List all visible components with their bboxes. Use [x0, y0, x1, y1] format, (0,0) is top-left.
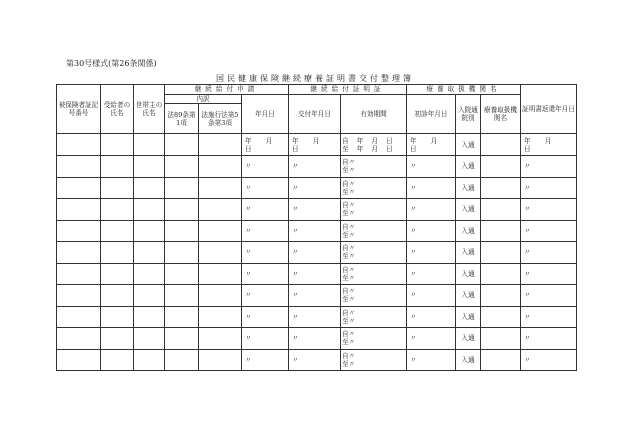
ditto-application-date: 〃: [242, 349, 289, 371]
empty-cell: [165, 220, 199, 242]
ditto-return-date: 〃: [521, 220, 577, 242]
register-title: 国民健康保険継続療養証明書交付整理簿: [216, 74, 414, 83]
empty-cell: [481, 263, 521, 285]
ditto-first-visit: 〃: [407, 177, 456, 199]
ditto-period-from: 自〃: [342, 222, 356, 231]
empty-cell: [199, 263, 242, 285]
empty-cell: [199, 306, 242, 328]
valid-period-cell: [341, 220, 407, 242]
ditto-application-date: 〃: [242, 220, 289, 242]
ditto-return-date: 〃: [521, 199, 577, 221]
ditto-period-from: 自〃: [342, 351, 356, 360]
valid-period-cell: [341, 263, 407, 285]
header-certificate-return: 証明書返還年月日: [521, 85, 577, 134]
ditto-first-visit: 〃: [407, 285, 456, 307]
header-recipient-name: 受給者の氏名: [101, 85, 134, 134]
register-table: [56, 84, 577, 371]
ditto-period-to: 至〃: [342, 252, 356, 261]
valid-period-cell: [341, 199, 407, 221]
unit-issue-date: 年 月 日: [289, 134, 341, 156]
ditto-period-from: 自〃: [342, 330, 356, 339]
empty-cell: [199, 220, 242, 242]
empty-cell: [101, 199, 134, 221]
valid-period-cell: [341, 285, 407, 307]
admission-cell: 入通: [456, 328, 481, 350]
ditto-return-date: 〃: [521, 263, 577, 285]
empty-cell: [199, 242, 242, 264]
valid-period-cell: [341, 156, 407, 178]
ditto-application-date: 〃: [242, 177, 289, 199]
empty-cell: [165, 349, 199, 371]
empty-cell: [134, 177, 165, 199]
ditto-period-from: 自〃: [342, 308, 356, 317]
ditto-return-date: 〃: [521, 328, 577, 350]
header-valid-period: 有効期間: [341, 95, 407, 134]
empty-cell: [57, 220, 101, 242]
empty-cell: [481, 220, 521, 242]
unit-return-date: 年 月 日: [521, 134, 577, 156]
admission-cell: 入通: [456, 220, 481, 242]
empty-cell: [57, 349, 101, 371]
table-row: [57, 134, 577, 156]
empty-cell: [481, 328, 521, 350]
unit-valid-period: [341, 134, 407, 156]
ditto-period-to: 至〃: [342, 338, 356, 347]
ditto-period-from: 自〃: [342, 287, 356, 296]
empty-cell: [101, 156, 134, 178]
valid-period-cell: [341, 177, 407, 199]
ditto-issue-date: 〃: [289, 242, 341, 264]
table-row: [57, 199, 577, 221]
valid-period-cell: [341, 306, 407, 328]
ditto-first-visit: 〃: [407, 199, 456, 221]
table-row: [57, 156, 577, 178]
ditto-period-to: 至〃: [342, 166, 356, 175]
table-row: [57, 263, 577, 285]
ditto-period-to: 至〃: [342, 187, 356, 196]
header-breakdown: 内訳: [165, 95, 242, 104]
empty-cell: [101, 306, 134, 328]
empty-cell: [199, 156, 242, 178]
empty-cell: [199, 328, 242, 350]
empty-cell: [481, 306, 521, 328]
empty-cell: [481, 349, 521, 371]
admission-cell: 入通: [456, 242, 481, 264]
ditto-application-date: 〃: [242, 156, 289, 178]
empty-cell: [165, 285, 199, 307]
empty-cell: [199, 177, 242, 199]
ditto-issue-date: 〃: [289, 199, 341, 221]
empty-cell: [134, 220, 165, 242]
table-row: [57, 285, 577, 307]
header-facility-name: 療養取扱機関名: [481, 95, 521, 134]
empty-cell: [134, 263, 165, 285]
header-group-application: 継続給付申請: [165, 85, 289, 95]
ditto-return-date: 〃: [521, 349, 577, 371]
ditto-period-from: 自〃: [342, 244, 356, 253]
ditto-first-visit: 〃: [407, 263, 456, 285]
ditto-application-date: 〃: [242, 328, 289, 350]
empty-cell: [134, 242, 165, 264]
header-admission-type: 入院通院別: [456, 95, 481, 134]
empty-cell: [101, 220, 134, 242]
ditto-return-date: 〃: [521, 177, 577, 199]
header-group-certificate: 継続給付証明証: [289, 85, 407, 95]
empty-cell: [134, 156, 165, 178]
ditto-return-date: 〃: [521, 285, 577, 307]
ditto-return-date: 〃: [521, 242, 577, 264]
ditto-period-from: 自〃: [342, 265, 356, 274]
header-insured-number: 被保険者証記号番号: [57, 85, 101, 134]
empty-cell: [165, 306, 199, 328]
ditto-application-date: 〃: [242, 306, 289, 328]
ditto-period-from: 自〃: [342, 179, 356, 188]
empty-cell: [101, 263, 134, 285]
ditto-issue-date: 〃: [289, 156, 341, 178]
empty-cell: [57, 199, 101, 221]
table-row: [57, 306, 577, 328]
empty-cell: [101, 349, 134, 371]
empty-cell: [165, 242, 199, 264]
ditto-period-to: 至〃: [342, 209, 356, 218]
ditto-issue-date: 〃: [289, 328, 341, 350]
empty-cell: [134, 285, 165, 307]
admission-cell: 入通: [456, 199, 481, 221]
empty-cell: [134, 306, 165, 328]
admission-cell: 入通: [456, 349, 481, 371]
ditto-application-date: 〃: [242, 263, 289, 285]
ditto-first-visit: 〃: [407, 306, 456, 328]
admission-cell: 入通: [456, 306, 481, 328]
empty-cell: [165, 156, 199, 178]
empty-cell: [57, 242, 101, 264]
table-row: [57, 220, 577, 242]
table-row: [57, 177, 577, 199]
empty-cell: [199, 285, 242, 307]
empty-cell: [481, 199, 521, 221]
ditto-first-visit: 〃: [407, 220, 456, 242]
ditto-period-to: 至〃: [342, 295, 356, 304]
empty-cell: [57, 328, 101, 350]
empty-cell: [57, 177, 101, 199]
table-row: [57, 349, 577, 371]
unit-period-to: 至 年 月 日: [342, 144, 396, 153]
admission-cell: 入通: [456, 285, 481, 307]
ditto-issue-date: 〃: [289, 349, 341, 371]
empty-cell: [57, 285, 101, 307]
ditto-issue-date: 〃: [289, 285, 341, 307]
empty-cell: [165, 199, 199, 221]
empty-cell: [134, 199, 165, 221]
admission-cell: 入通: [456, 263, 481, 285]
empty-cell: [165, 263, 199, 285]
empty-cell: [481, 242, 521, 264]
table-row: [57, 328, 577, 350]
valid-period-cell: [341, 328, 407, 350]
empty-cell: [57, 306, 101, 328]
ditto-issue-date: 〃: [289, 177, 341, 199]
ditto-first-visit: 〃: [407, 242, 456, 264]
header-application-date: 年月日: [242, 95, 289, 134]
admission-cell: 入通: [456, 177, 481, 199]
empty-cell: [101, 177, 134, 199]
header-law-article: 法89条第1項: [165, 104, 199, 134]
ditto-first-visit: 〃: [407, 328, 456, 350]
empty-cell: [165, 177, 199, 199]
empty-cell: [101, 242, 134, 264]
ditto-first-visit: 〃: [407, 349, 456, 371]
ditto-issue-date: 〃: [289, 220, 341, 242]
ditto-return-date: 〃: [521, 306, 577, 328]
ditto-issue-date: 〃: [289, 306, 341, 328]
unit-application-date: 年 月 日: [242, 134, 289, 156]
ditto-return-date: 〃: [521, 156, 577, 178]
empty-cell: [165, 328, 199, 350]
admission-cell: 入通: [456, 156, 481, 178]
header-group-institution: 療養取扱機関名: [407, 85, 521, 95]
valid-period-cell: [341, 242, 407, 264]
valid-period-cell: [341, 349, 407, 371]
empty-cell: [199, 199, 242, 221]
ditto-period-to: 至〃: [342, 273, 356, 282]
empty-cell: [481, 177, 521, 199]
empty-cell: [481, 156, 521, 178]
ditto-application-date: 〃: [242, 242, 289, 264]
ditto-application-date: 〃: [242, 285, 289, 307]
empty-cell: [481, 285, 521, 307]
ditto-application-date: 〃: [242, 199, 289, 221]
ditto-first-visit: 〃: [407, 156, 456, 178]
form-number: 第30号様式(第26条関係): [66, 59, 157, 68]
header-first-visit: 初診年月日: [407, 95, 456, 134]
empty-cell: [199, 349, 242, 371]
ditto-period-to: 至〃: [342, 230, 356, 239]
table-row: [57, 242, 577, 264]
empty-cell: [134, 349, 165, 371]
header-enforcement-law: 法施行法第5条第3項: [199, 104, 242, 134]
unit-period-from: 自 年 月 日: [342, 136, 396, 145]
ditto-period-to: 至〃: [342, 316, 356, 325]
header-householder-name: 世帯主の氏名: [134, 85, 165, 134]
empty-cell: [101, 328, 134, 350]
ditto-period-to: 至〃: [342, 359, 356, 368]
empty-cell: [101, 285, 134, 307]
empty-cell: [134, 328, 165, 350]
ditto-issue-date: 〃: [289, 263, 341, 285]
ditto-period-from: 自〃: [342, 158, 356, 167]
header-issue-date: 交付年月日: [289, 95, 341, 134]
unit-admission: 入通: [456, 134, 481, 156]
empty-cell: [57, 263, 101, 285]
unit-first-visit: 年 月 日: [407, 134, 456, 156]
empty-cell: [57, 156, 101, 178]
ditto-period-from: 自〃: [342, 201, 356, 210]
